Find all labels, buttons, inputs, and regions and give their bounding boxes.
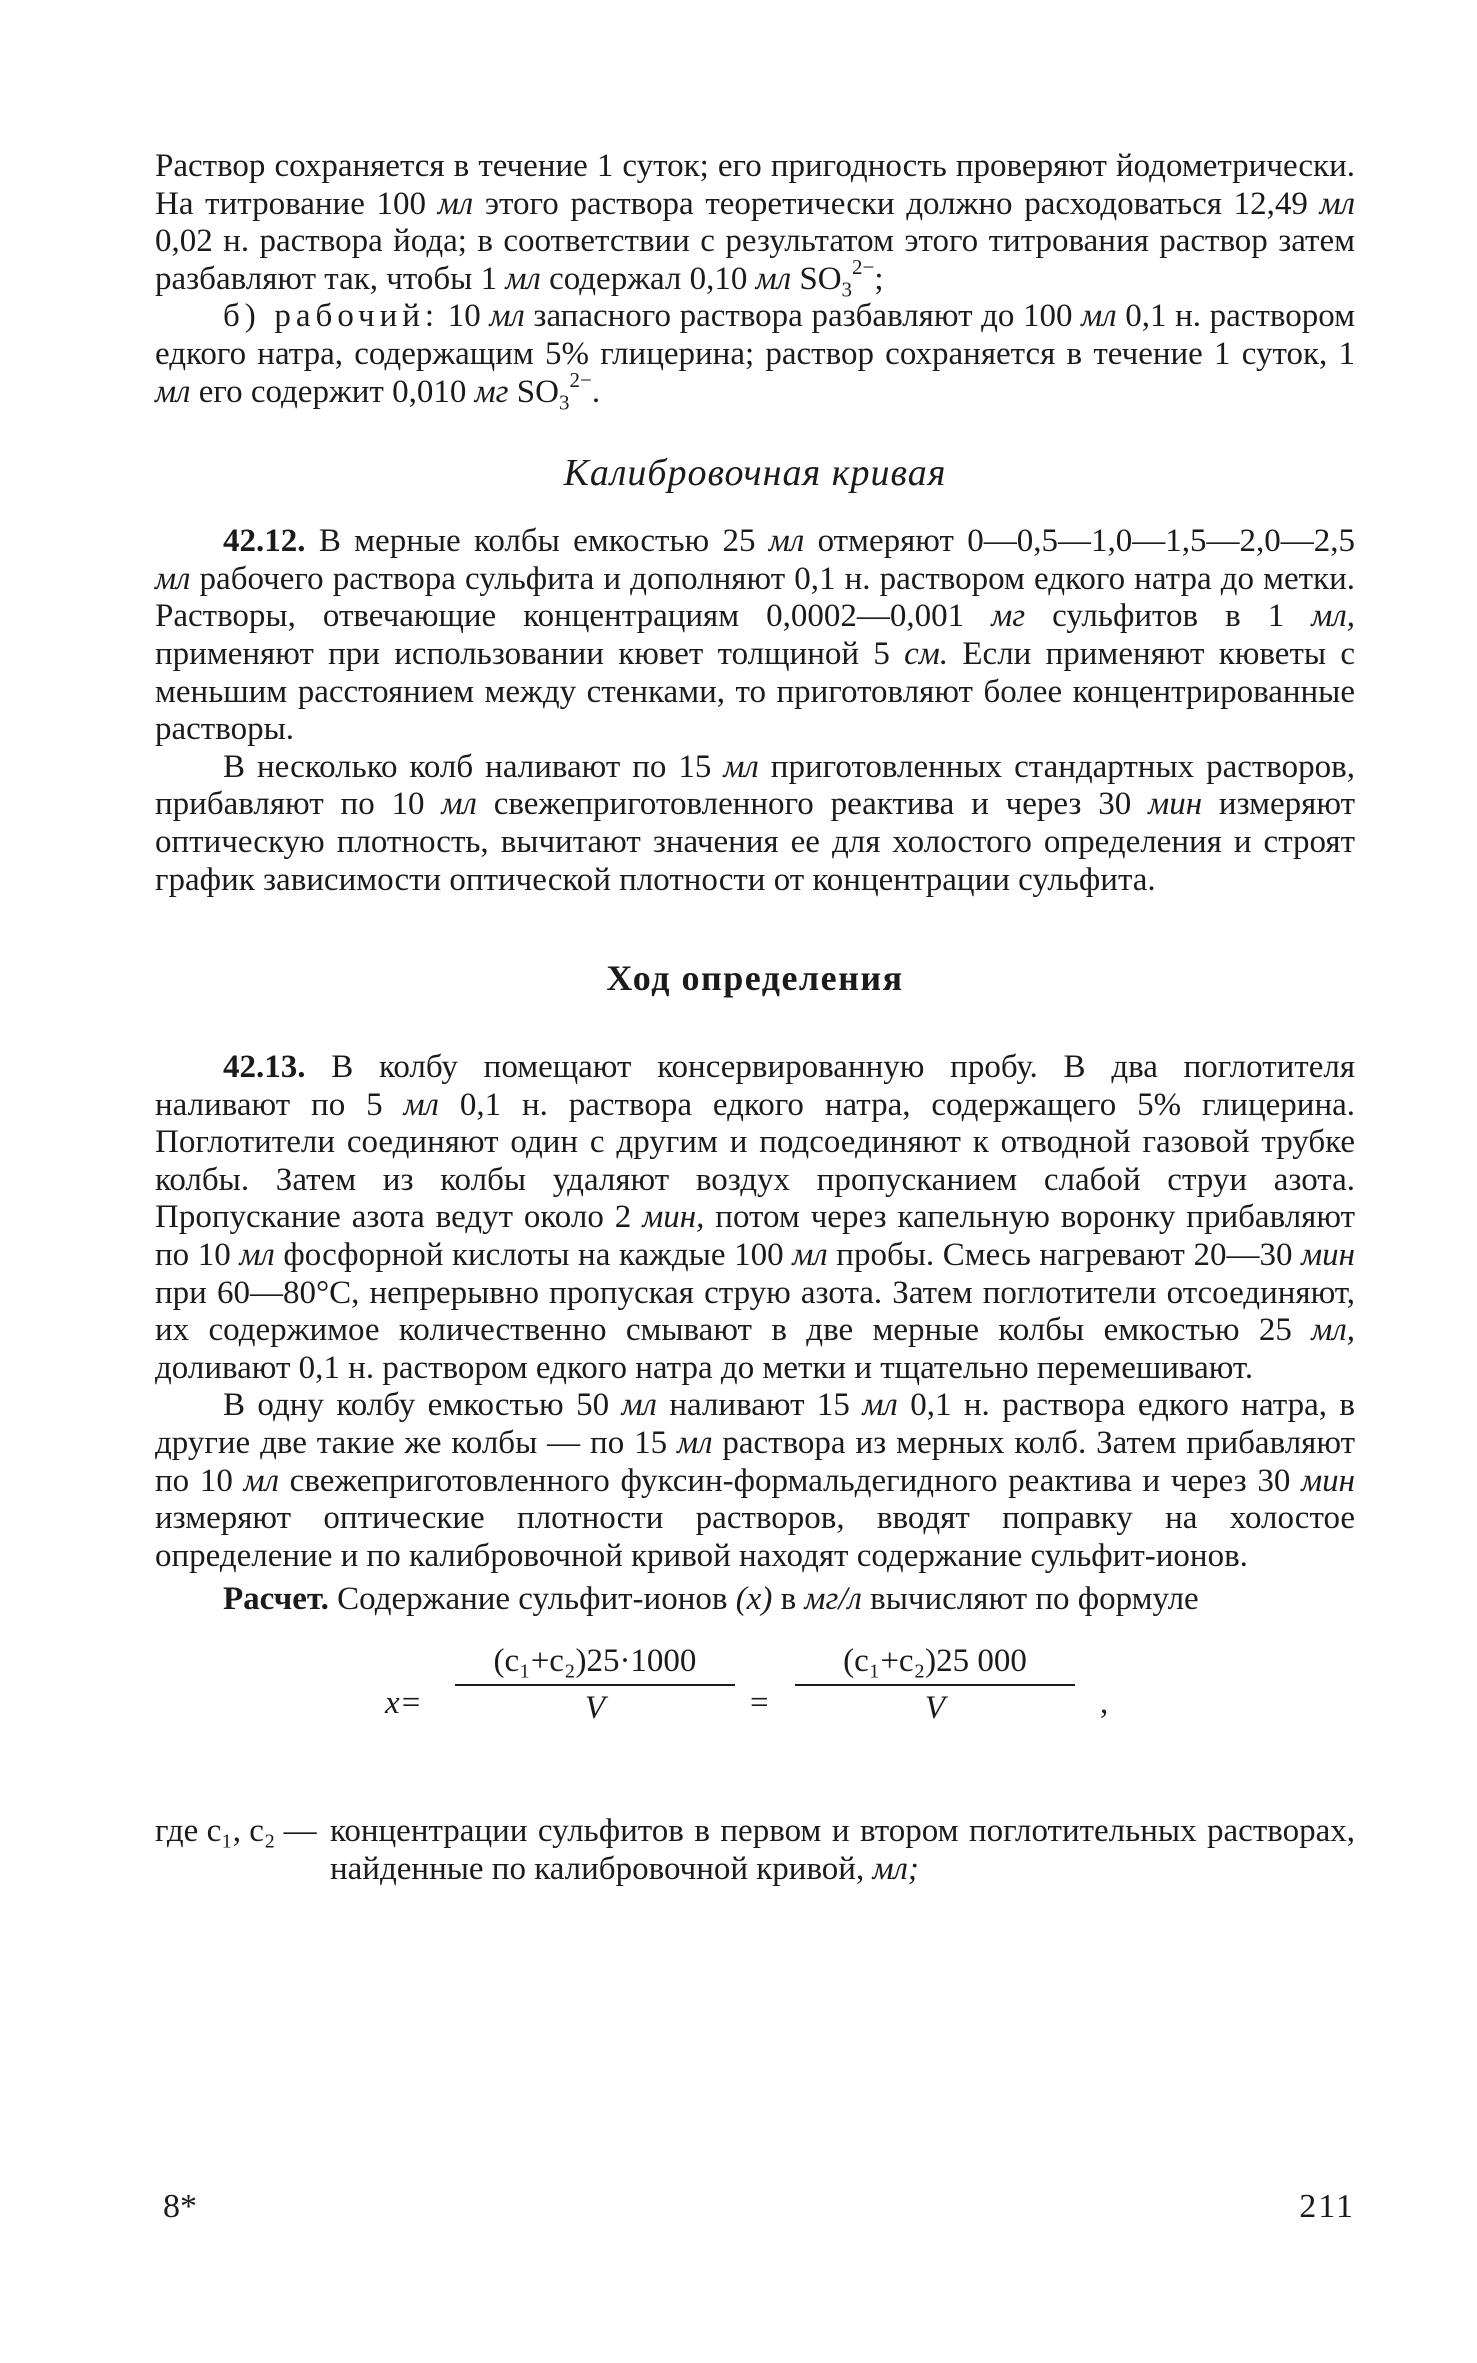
formula-sulfite — [155, 1643, 1355, 1783]
heading-procedure: Ход определения — [606, 958, 904, 999]
fraction-2-numerator: (c₁+c₂)25 000 — [795, 1643, 1075, 1686]
paragraph-42-13: 42.13. В колбу помещают консервированную пробу. В два поглотителя наливают по 5 мл 0,1 н. раствора едкого натра, содержащего 5% глицерина. Поглотители соединяют один с другим и подсоединяют к отводной газовой трубке колбы. Затем из колбы удаляют воздух пропусканием слабой струи азота. Пропускание азота ведут около 2 мин, потом через капельную воронку прибавляют по 10 мл фосфорной кислоты на каждые 100 мл пробы. Смесь нагревают 20—30 мин при 60—80°С, непрерывно пропуская струю азота. Затем поглотители отсоединяют, их содержимое количественно смывают в две мерные колбы емкостью 25 мл, доливают 0,1 н. раствором едкого натра до метки и тщательно перемешивают. — [155, 1049, 1355, 1386]
where-body: концентрации сульфитов в первом и втором поглотительных растворах, найденные по калибровочной кривой, мл; — [330, 1813, 1355, 1887]
paragraph-standards: В несколько колб наливают по 15 мл приготовленных стандартных растворов, прибавляют по 10 мл свежеприготовленного реактива и через 30 мин измеряют оптическую плотность, вычитают значения ее для холостого определения и строят график зависимости оптической плотности от концентрации сульфита. — [155, 748, 1355, 898]
heading-calibration-curve: Калибровочная кривая — [563, 452, 947, 495]
formula-fraction-2 — [795, 1643, 1075, 1727]
formula-equals: = — [750, 1685, 769, 1721]
fraction-1-denominator: V — [584, 1690, 606, 1726]
where-label: где c₁, c₂ — — [155, 1813, 317, 1849]
fraction-2-denominator: V — [924, 1690, 946, 1726]
paragraph-calculation: Расчет. Содержание сульфит-ионов (x) в мг/л вычисляют по формуле — [223, 1581, 1199, 1618]
fraction-1-numerator: (c₁+c₂)25·1000 — [455, 1643, 735, 1686]
signature-mark: 8* — [163, 2188, 197, 2225]
paragraph-stock-solution: Раствор сохраняется в течение 1 суток; его пригодность проверяют йодометрически. На титрование 100 мл этого раствора теоретически должно расходоваться 12,49 мл 0,02 н. раствора йода; в соответствии с результатом этого титрования раствор затем разбавляют так, чтобы 1 мл содержал 0,10 мл $SO_3^{2-}$; — [155, 148, 1355, 302]
formula-lhs: x= — [385, 1685, 422, 1721]
formula-comma: , — [1100, 1685, 1109, 1721]
paragraph-42-12: 42.12. В мерные колбы емкостью 25 мл отмеряют 0—0,5—1,0—1,5—2,0—2,5 мл рабочего раствора сульфита и дополняют 0,1 н. раствором едкого натра до метки. Растворы, отвечающие концентрациям 0,0002—0,001 мг сульфитов в 1 мл, применяют при использовании кювет толщиной 5 см. Если применяют кюветы с меньшим расстоянием между стенками, то приготовляют более концентрированные растворы. — [155, 523, 1355, 748]
where-definitions — [155, 1813, 1355, 1888]
formula-fraction-1 — [455, 1643, 735, 1727]
page-body — [155, 148, 1355, 1888]
paragraph-working-solution: б) рабочий: 10 мл запасного раствора разбавляют до 100 мл 0,1 н. раствором едкого натра, содержащим 5% глицерина; раствор сохраняется в течение 1 суток, 1 мл его содержит 0,010 мг $SO_3^{2-}$. — [155, 298, 1355, 415]
paragraph-measurement: В одну колбу емкостью 50 мл наливают 15 мл 0,1 н. раствора едкого натра, в другие две такие же колбы — по 15 мл раствора из мерных колб. Затем прибавляют по 10 мл свежеприготовленного фуксин-формальдегидного реактива и через 30 мин измеряют оптические плотности растворов, вводят поправку на холостое определение и по калибровочной кривой находят содержание сульфит-ионов. — [155, 1387, 1356, 1574]
page-number: 211 — [1299, 2188, 1355, 2225]
